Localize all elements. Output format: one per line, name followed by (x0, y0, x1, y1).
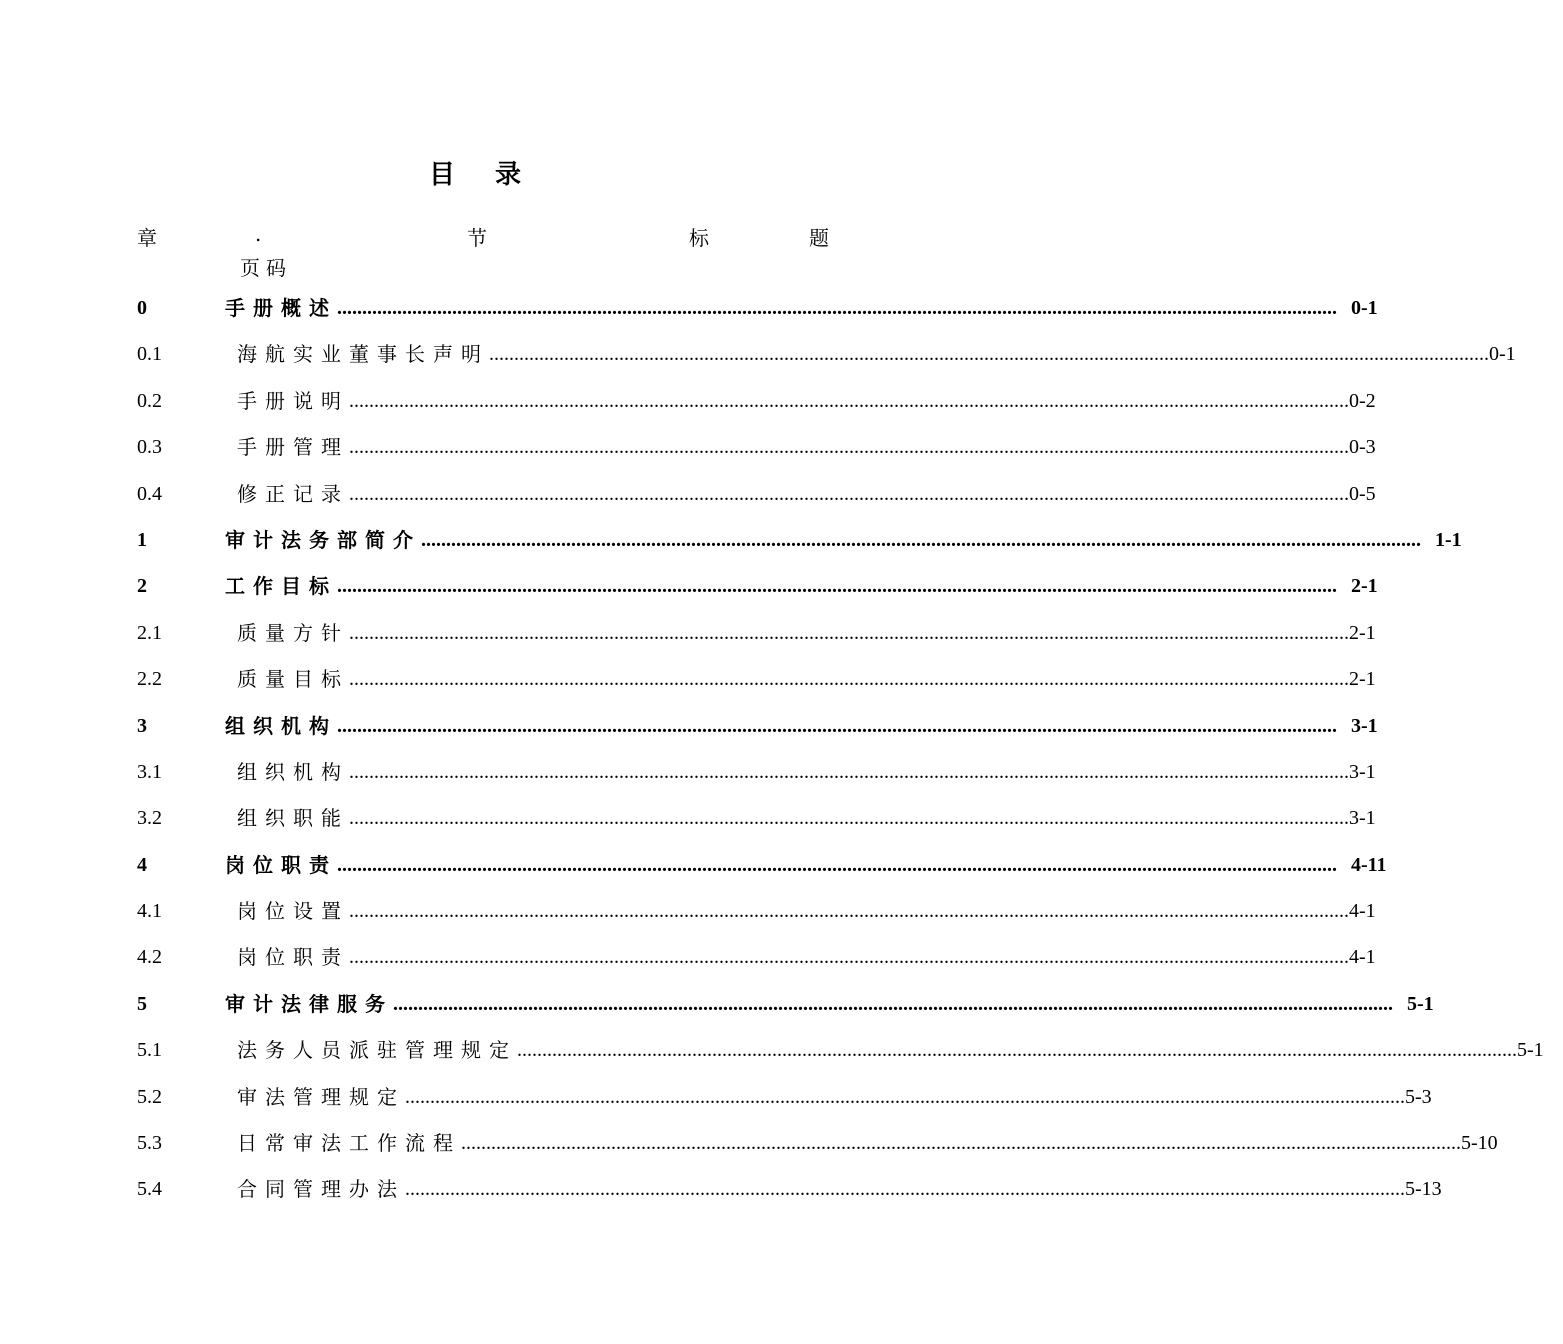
toc-dot-leader: ........................................................................................................................................................................................................ (349, 389, 1349, 412)
toc-entry-title: 组织机构 (237, 759, 349, 784)
toc-entry-page: 4-1 (1349, 900, 1376, 923)
toc-entry-title: 组织职能 (237, 806, 349, 831)
toc-section-entry[interactable] (137, 1082, 1432, 1128)
toc-entry-number: 0.1 (137, 343, 162, 366)
toc-entry-title: 审法管理规定 (237, 1084, 405, 1109)
toc-entry-title: 组织机构 (225, 713, 337, 738)
toc-dot-leader: ........................................................................................................................................................................................................ (349, 621, 1349, 644)
toc-dot-leader: ........................................................................................................................................................................................................ (337, 853, 1337, 876)
toc-entry-number: 5 (137, 992, 147, 1015)
toc-entry-number: 3 (137, 714, 147, 737)
toc-section-entry[interactable] (137, 896, 1376, 942)
toc-chapter-entry[interactable] (137, 293, 1378, 339)
toc-dot-leader: ........................................................................................................................................................................................................ (489, 343, 1489, 366)
toc-entry-number: 5.2 (137, 1085, 162, 1108)
toc-entry-number: 0.2 (137, 389, 162, 412)
toc-dot-leader: ........................................................................................................................................................................................................ (349, 482, 1349, 505)
toc-section-entry[interactable] (137, 386, 1376, 432)
toc-entry-page: 4-11 (1351, 853, 1387, 876)
toc-section-entry[interactable] (137, 618, 1376, 664)
toc-entry-number: 4.1 (137, 900, 162, 923)
toc-dot-leader: ........................................................................................................................................................................................................ (337, 714, 1337, 737)
toc-entry-title: 手册说明 (237, 388, 349, 413)
toc-entry-number: 4 (137, 853, 147, 876)
toc-entry-page: 0-2 (1349, 389, 1376, 412)
toc-entry-title: 岗位设置 (237, 899, 349, 924)
toc-entry-title: 质量方针 (237, 620, 349, 645)
toc-entry-page: 2-1 (1349, 621, 1376, 644)
toc-entry-number: 0.3 (137, 436, 162, 459)
toc-section-entry[interactable] (137, 664, 1376, 710)
toc-entry-page: 0-5 (1349, 482, 1376, 505)
header-section: 节 (467, 226, 487, 250)
toc-entry-number: 5.3 (137, 1132, 162, 1155)
toc-dot-leader: ........................................................................................................................................................................................................ (337, 297, 1337, 319)
toc-entry-title: 岗位职责 (237, 945, 349, 970)
toc-entry-page: 3-1 (1349, 760, 1376, 783)
toc-section-entry[interactable] (137, 479, 1376, 525)
toc-entry-title: 审计法律服务 (225, 991, 393, 1016)
toc-entry-page: 0-3 (1349, 436, 1376, 459)
toc-section-entry[interactable] (137, 757, 1376, 803)
toc-dot-leader: ........................................................................................................................................................................................................ (405, 1085, 1405, 1108)
toc-entry-number: 3.2 (137, 807, 162, 830)
toc-entry-title: 法务人员派驻管理规定 (237, 1038, 517, 1063)
toc-entry-page: 3-1 (1349, 807, 1376, 830)
toc-entry-page: 2-1 (1351, 575, 1378, 598)
header-chapter: 章 (137, 226, 157, 250)
toc-entry-number: 5.1 (137, 1039, 162, 1062)
toc-entry-number: 5.4 (137, 1178, 162, 1201)
toc-dot-leader: ........................................................................................................................................................................................................ (461, 1132, 1461, 1155)
toc-chapter-entry[interactable] (137, 989, 1434, 1035)
header-dot: . (255, 222, 262, 246)
toc-dot-leader: ........................................................................................................................................................................................................ (405, 1178, 1405, 1201)
toc-section-entry[interactable] (137, 1174, 1442, 1220)
toc-dot-leader: ........................................................................................................................................................................................................ (337, 575, 1337, 598)
toc-section-entry[interactable] (137, 803, 1376, 849)
toc-dot-leader: ........................................................................................................................................................................................................ (349, 900, 1349, 923)
toc-dot-leader: ........................................................................................................................................................................................................ (349, 436, 1349, 459)
toc-entry-page: 5-10 (1461, 1132, 1498, 1155)
toc-entry-title: 日常审法工作流程 (237, 1131, 461, 1156)
toc-header (137, 222, 831, 250)
toc-entry-page: 0-1 (1351, 297, 1378, 319)
toc-entry-number: 2 (137, 575, 147, 598)
toc-entry-page: 5-13 (1405, 1178, 1442, 1201)
toc-entry-page: 5-3 (1405, 1085, 1432, 1108)
toc-entry-title: 质量目标 (237, 667, 349, 692)
toc-entry-title: 合同管理办法 (237, 1177, 405, 1202)
toc-dot-leader: ........................................................................................................................................................................................................ (349, 668, 1349, 691)
header-title-b: 题 (809, 226, 829, 250)
toc-entry-page: 0-1 (1489, 343, 1516, 366)
title-char-right: 录 (495, 160, 522, 190)
toc-dot-leader: ........................................................................................................................................................................................................ (349, 946, 1349, 969)
header-title-a: 标 (689, 226, 709, 250)
toc-entry-title: 岗位职责 (225, 852, 337, 877)
toc-entry-number: 1 (137, 528, 147, 551)
toc-entry-number: 0 (137, 297, 147, 319)
toc-chapter-entry[interactable] (137, 571, 1378, 617)
toc-section-entry[interactable] (137, 1128, 1498, 1174)
toc-entry-number: 3.1 (137, 760, 162, 783)
toc-entry-title: 工作目标 (225, 574, 337, 599)
toc-entry-title: 海航实业董事长声明 (237, 342, 489, 367)
toc-entry-page: 5-1 (1517, 1039, 1544, 1062)
page-title (0, 154, 950, 191)
toc-entry-title: 手册概述 (225, 296, 337, 320)
toc-entry-page: 1-1 (1435, 528, 1462, 551)
toc-entry-number: 0.4 (137, 482, 162, 505)
toc-dot-leader: ........................................................................................................................................................................................................ (517, 1039, 1517, 1062)
toc-dot-leader: ........................................................................................................................................................................................................ (349, 760, 1349, 783)
toc-dot-leader: ........................................................................................................................................................................................................ (349, 807, 1349, 830)
toc-entry-title: 审计法务部简介 (225, 527, 421, 552)
toc-entry-page: 5-1 (1407, 992, 1434, 1015)
toc-entry-page: 2-1 (1349, 668, 1376, 691)
title-char-left: 目 (428, 160, 455, 190)
toc-entry-page: 4-1 (1349, 946, 1376, 969)
toc-entry-page: 3-1 (1351, 714, 1378, 737)
toc-chapter-entry[interactable] (137, 711, 1378, 757)
toc-section-entry[interactable] (137, 942, 1376, 988)
toc-entry-number: 2.1 (137, 621, 162, 644)
header-page: 页码 (240, 256, 292, 280)
toc-entry-number: 4.2 (137, 946, 162, 969)
toc-section-entry[interactable] (137, 1035, 1544, 1081)
toc-chapter-entry[interactable] (137, 850, 1387, 896)
toc-section-entry[interactable] (137, 339, 1516, 385)
toc-dot-leader: ........................................................................................................................................................................................................ (421, 528, 1421, 551)
toc-dot-leader: ........................................................................................................................................................................................................ (393, 992, 1393, 1015)
toc-section-entry[interactable] (137, 432, 1376, 478)
table-of-contents (137, 293, 1544, 1221)
toc-entry-title: 修正记录 (237, 481, 349, 506)
toc-chapter-entry[interactable] (137, 525, 1462, 571)
toc-entry-title: 手册管理 (237, 435, 349, 460)
toc-entry-number: 2.2 (137, 668, 162, 691)
